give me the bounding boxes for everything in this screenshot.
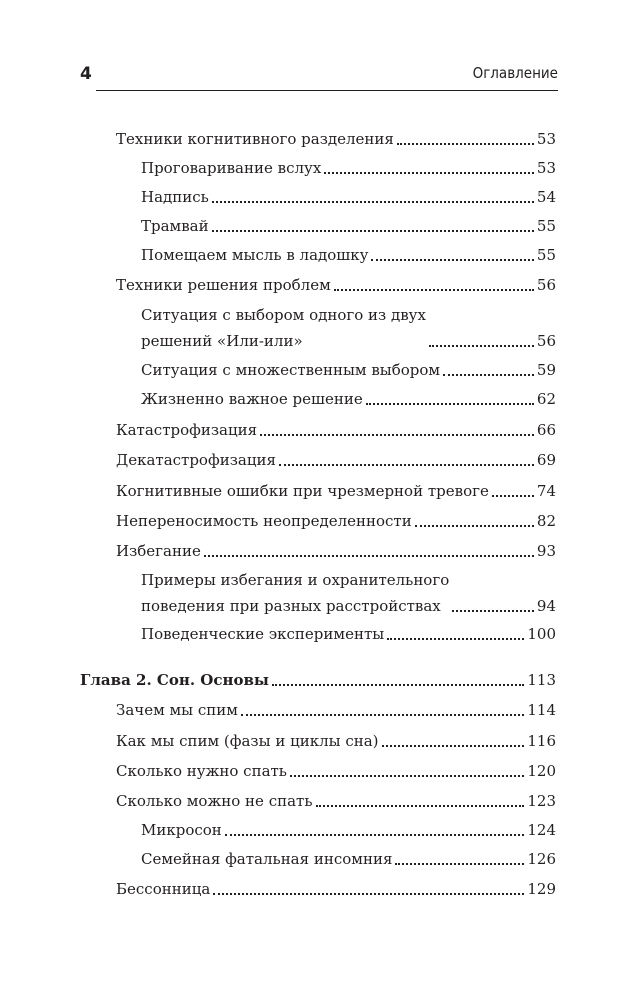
toc-entry-title: Ситуация с множественным выбором [141,357,440,383]
toc-entry[interactable] [116,478,556,504]
toc-entry-title: Жизненно важное решение [141,386,363,412]
leader-dots [279,464,534,466]
toc-entry-title [141,567,449,619]
toc-entry[interactable] [116,788,556,814]
toc-entry-page: 66 [536,421,556,439]
toc-entry-title-line: Примеры избегания и охранительного [141,571,450,589]
toc-entry-page: 55 [536,217,556,235]
toc-entry-title: Как мы спим (фазы и циклы сна) [116,728,379,754]
toc-entry-title: Семейная фатальная инсомния [141,846,392,872]
toc-entry-title-line: решений «Или-или» [141,332,303,350]
leader-dots [397,143,534,145]
toc-entry-page: 55 [536,246,556,264]
toc-entry-page: 94 [536,597,556,615]
toc-chapter-title: Глава 2. Сон. Основы [80,667,269,693]
toc-entry-page: 62 [536,390,556,408]
toc-entry[interactable] [116,508,556,534]
leader-dots [272,684,524,686]
toc-entry[interactable] [141,302,556,354]
leader-dots [371,259,533,261]
toc-entry-title-line: поведения при разных расстройствах [141,597,441,615]
toc-entry[interactable] [116,272,556,298]
toc-entry[interactable] [141,184,556,210]
running-title: Оглавление [472,64,558,82]
toc-entry-title: Сколько нужно спать [116,758,287,784]
toc-entry-page: 123 [527,792,556,810]
leader-dots [213,893,524,895]
toc-entry-page: 120 [527,762,556,780]
toc-entry-page: 69 [536,451,556,469]
toc-entry-title: Помещаем мысль в ладошку [141,242,368,268]
toc-entry-page: 93 [536,542,556,560]
toc-entry[interactable] [141,817,556,843]
toc-entry-page: 54 [536,188,556,206]
toc-entry-title-line: Ситуация с выбором одного из двух [141,306,426,324]
leader-dots [334,289,534,291]
toc-entry-title: Сколько можно не спать [116,788,313,814]
leader-dots [290,775,524,777]
toc-entry[interactable] [116,538,556,564]
toc-entry-title: Микросон [141,817,222,843]
leader-dots [316,805,525,807]
toc-entry[interactable] [116,697,556,723]
toc-chapter-entry[interactable] [80,667,556,693]
toc-entry-page: 74 [536,482,556,500]
page-number: 4 [80,64,92,84]
leader-dots [366,403,534,405]
toc-entry-title: Зачем мы спим [116,697,238,723]
toc-entry-title: Катастрофизация [116,417,257,443]
toc-entry[interactable] [141,621,556,647]
toc-entry-page: 100 [527,625,556,643]
toc-entry-title: Непереносимость неопределенности [116,508,412,534]
toc-entry-title: Надпись [141,184,209,210]
toc-entry-page: 116 [527,732,556,750]
toc-entry[interactable] [116,876,556,902]
leader-dots [452,610,534,612]
toc-entry-title: Трамвай [141,213,209,239]
leader-dots [212,201,534,203]
toc-entry[interactable] [141,846,556,872]
leader-dots [204,555,534,557]
toc-entry-title: Декатастрофизация [116,447,276,473]
toc-entry[interactable] [141,155,556,181]
toc-entry-page: 53 [536,130,556,148]
leader-dots [492,495,534,497]
leader-dots [324,172,534,174]
toc-entry-page: 82 [536,512,556,530]
toc-entry-page: 129 [527,880,556,898]
toc-entry-page: 56 [536,332,556,350]
toc-entry-page: 114 [527,701,556,719]
toc-entry-page: 59 [536,361,556,379]
leader-dots [415,525,534,527]
toc-entry[interactable] [116,126,556,152]
toc-entry-title [141,302,426,354]
toc-entry-title: Бессонница [116,876,210,902]
leader-dots [260,434,534,436]
toc-entry[interactable] [141,386,556,412]
toc-entry-page: 113 [527,671,556,689]
toc-entry-title: Поведенческие эксперименты [141,621,384,647]
leader-dots [395,863,524,865]
toc-entry[interactable] [116,758,556,784]
toc-entry-page: 124 [527,821,556,839]
toc-entry-title: Техники когнитивного разделения [116,126,394,152]
toc-entry-page: 53 [536,159,556,177]
leader-dots [382,745,525,747]
toc-entry-title: Избегание [116,538,201,564]
toc-entry[interactable] [141,357,556,383]
toc-entry[interactable] [116,417,556,443]
leader-dots [212,230,534,232]
leader-dots [443,374,534,376]
toc-entry[interactable] [116,728,556,754]
toc-entry[interactable] [141,567,556,619]
leader-dots [241,714,524,716]
toc-entry-page: 126 [527,850,556,868]
toc-entry-title: Проговаривание вслух [141,155,321,181]
toc-entry-title: Техники решения проблем [116,272,331,298]
leader-dots [429,345,534,347]
toc-entry-page: 56 [536,276,556,294]
toc-entry[interactable] [116,447,556,473]
leader-dots [225,834,525,836]
toc-entry-title: Когнитивные ошибки при чрезмерной тревоге [116,478,489,504]
toc-entry[interactable] [141,213,556,239]
toc-entry[interactable] [141,242,556,268]
leader-dots [387,638,524,640]
